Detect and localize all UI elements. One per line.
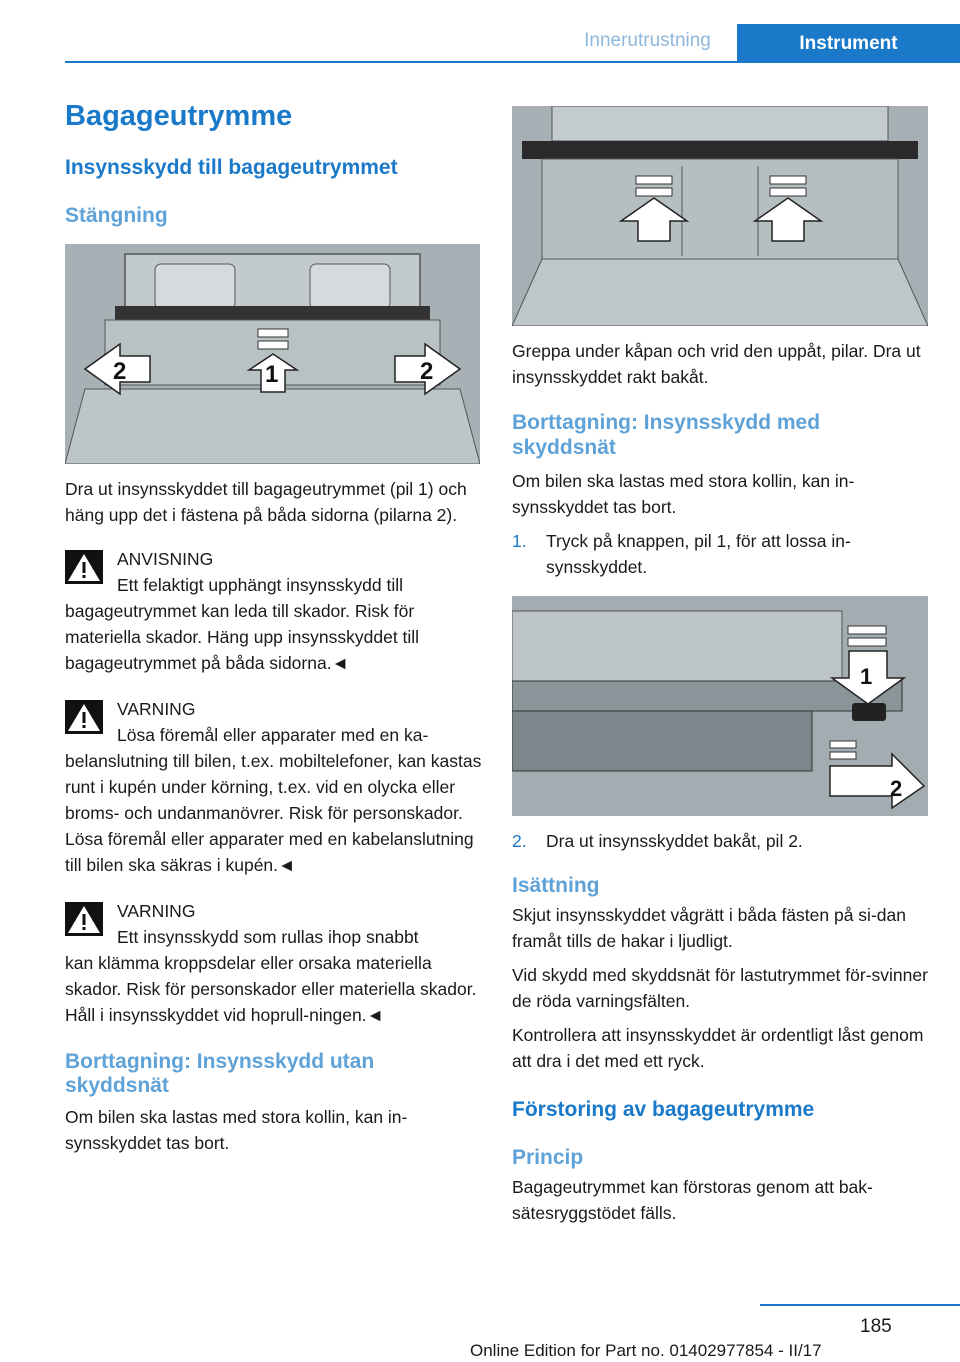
closing-figure — [65, 244, 480, 464]
footer-rule — [760, 1304, 960, 1306]
removal-with-net-text: Om bilen ska lastas med stora kollin, kan in-synsskyddet tas bort. — [512, 471, 855, 517]
removal-with-net-heading: Borttagning: Insynsskydd med skyddsnät — [512, 411, 821, 459]
closing-illustration — [65, 244, 480, 464]
right-column — [512, 106, 928, 1226]
notice-text-first: Ett felaktigt upphängt insynsskydd till — [117, 575, 403, 595]
insert-heading: Isättning — [512, 874, 600, 897]
warning-block-1 — [65, 696, 483, 878]
insert-text-3: Kontrollera att insynsskyddet är ordentligt låst genom att dra i det med ett ryck. — [512, 1025, 924, 1071]
arrow-2-right-label: 2 — [420, 358, 434, 385]
warning-2-title: VARNING — [117, 901, 196, 921]
step-2-number: 2. — [512, 831, 527, 851]
principle-text: Bagageutrymmet kan förstoras genom att bak-sätesryggstödet fälls. — [512, 1177, 873, 1223]
insert-text-1: Skjut insynsskyddet vågrätt i båda fästen på si-dan framåt tills de hakar i ljudligt. — [512, 905, 906, 951]
grip-illustration — [512, 106, 928, 326]
arrow-2-left-label: 2 — [113, 358, 127, 385]
edition-text: Online Edition for Part no. 01402977854 - II/17 — [470, 1341, 822, 1360]
grip-figure — [512, 106, 928, 326]
left-column — [65, 100, 483, 1156]
warning-2-text: kan klämma kroppsdelar eller orsaka materiella skador. Risk för personskador eller materiella skador. Håll i insynsskyddet vid hoprull-ningen.◄ — [65, 953, 477, 1025]
release-arrow-2-label: 2 — [890, 776, 903, 801]
release-arrow-1-label: 1 — [860, 664, 873, 689]
step-1 — [512, 528, 928, 580]
principle-heading: Princip — [512, 1146, 584, 1169]
notice-text: bagageutrymmet kan leda till skador. Risk för materiella skador. Häng upp insynsskyddet till bagageutrymmet på båda sidorna.◄ — [65, 601, 420, 673]
warning-1-text-first: Lösa föremål eller apparater med en ka- — [117, 725, 429, 745]
enlarge-heading: Förstoring av bagageutrymme — [512, 1098, 815, 1121]
warning-icon — [65, 902, 103, 936]
release-illustration — [512, 596, 928, 816]
insert-text-2: Vid skydd med skyddsnät för lastutrymmet för-svinner de röda varningsfälten. — [512, 965, 928, 1011]
arrow-1-label: 1 — [265, 361, 279, 388]
page-title: Bagageutrymme — [65, 100, 293, 132]
step-1-text: Tryck på knappen, pil 1, för att lossa in-synsskyddet. — [546, 531, 851, 577]
notice-block — [65, 546, 483, 676]
warning-icon — [65, 700, 103, 734]
release-figure — [512, 596, 928, 816]
header-chapter-tab: Instrument — [737, 24, 960, 63]
caution-icon — [65, 550, 103, 584]
removal-heading: Borttagning: Insynsskydd utan skyddsnät — [65, 1050, 375, 1097]
closing-text: Dra ut insynsskyddet till bagageutrymmet (pil 1) och häng upp det i fästena på båda sidorna (pilarna 2). — [65, 479, 467, 525]
notice-title: ANVISNING — [117, 549, 214, 569]
step-1-number: 1. — [512, 531, 527, 551]
header-section-tab: Innerutrustning — [584, 30, 711, 51]
removal-text: Om bilen ska lastas med stora kollin, kan in-synsskyddet tas bort. — [65, 1107, 408, 1153]
page-number: 185 — [860, 1316, 892, 1337]
warning-1-text: belanslutning till bilen, t.ex. mobiltelefoner, kan kastas runt i kupén under körning, t.ex. vid en olycka eller broms- och undanmanövrer. Risk för personskador. Lösa föremål eller apparater med en kabelanslutning till bilen ska säkras i kupén.◄ — [65, 751, 482, 875]
header-rule — [65, 61, 960, 63]
step-2-text: Dra ut insynsskyddet bakåt, pil 2. — [546, 831, 803, 851]
closing-heading: Stängning — [65, 204, 168, 227]
grip-caption: Greppa under kåpan och vrid den uppåt, pilar. Dra ut insynsskyddet rakt bakåt. — [512, 341, 921, 387]
step-2 — [512, 828, 928, 854]
warning-1-title: VARNING — [117, 699, 196, 719]
section-subtitle: Insynsskydd till bagageutrymmet — [65, 156, 398, 179]
warning-block-2 — [65, 898, 483, 1028]
warning-2-text-first: Ett insynsskydd som rullas ihop snabbt — [117, 927, 419, 947]
